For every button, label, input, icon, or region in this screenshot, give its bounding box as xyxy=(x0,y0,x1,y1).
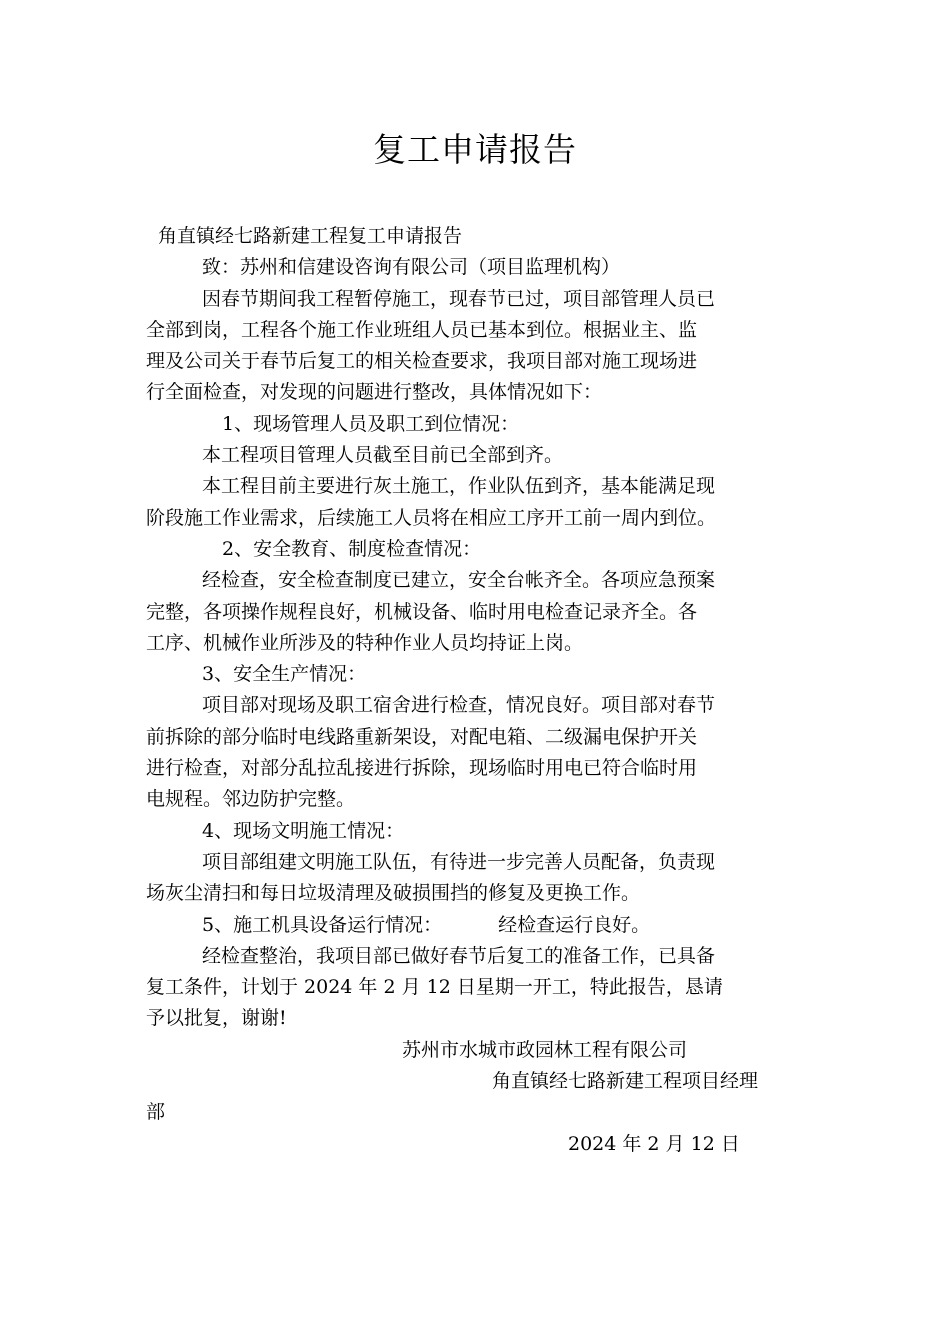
signature-date: 2024 年 2 月 12 日 xyxy=(568,1132,740,1155)
section1-paragraph: 本工程项目管理人员截至目前已全部到齐。 xyxy=(202,444,564,467)
signature-department-continued: 部 xyxy=(146,1101,166,1124)
section2-heading: 2、安全教育、制度检查情况： xyxy=(222,537,482,560)
intro-line: 行全面检查，对发现的问题进行整改，具体情况如下： xyxy=(146,381,603,404)
document-body xyxy=(146,221,806,1160)
section1-paragraph-line: 本工程目前主要进行灰土施工，作业队伍到齐，基本能满足现 xyxy=(202,475,716,498)
report-subtitle: 角直镇经七路新建工程复工申请报告 xyxy=(158,225,463,247)
signature-department: 角直镇经七路新建工程项目经理 xyxy=(492,1070,759,1093)
section2-paragraph-line: 经检查，安全检查制度已建立，安全台帐齐全。各项应急预案 xyxy=(202,569,716,592)
section3-paragraph-line: 项目部对现场及职工宿舍进行检查，情况良好。项目部对春节 xyxy=(202,694,716,717)
section4-heading: 4、现场文明施工情况： xyxy=(202,819,405,842)
section2-paragraph-line: 完整，各项操作规程良好，机械设备、临时用电检查记录齐全。各 xyxy=(146,600,698,623)
addressee: 致：苏州和信建设咨询有限公司（项目监理机构） xyxy=(202,256,621,279)
section4-paragraph-line: 项目部组建文明施工队伍，有待进一步完善人员配备，负责现 xyxy=(202,850,716,873)
closing-line: 经检查整治，我项目部已做好春节后复工的准备工作，已具备 xyxy=(202,944,716,967)
section5-line xyxy=(146,910,806,941)
section4-paragraph-line: 场灰尘清扫和每日垃圾清理及破损围挡的修复及更换工作。 xyxy=(146,882,641,905)
intro-line: 理及公司关于春节后复工的相关检查要求，我项目部对施工现场进 xyxy=(146,350,698,373)
document-title: 复工申请报告 xyxy=(373,130,577,169)
section3-paragraph-line: 进行检查，对部分乱拉乱接进行拆除，现场临时用电已符合临时用 xyxy=(146,757,698,780)
section3-paragraph-line: 电规程。邻边防护完整。 xyxy=(146,788,356,811)
section5-result: 经检查运行良好。 xyxy=(498,913,651,936)
closing-line: 予以批复，谢谢! xyxy=(146,1007,287,1030)
section1-paragraph-line: 阶段施工作业需求，后续施工人员将在相应工序开工前一周内到位。 xyxy=(146,506,717,529)
intro-line: 因春节期间我工程暂停施工，现春节已过，项目部管理人员已 xyxy=(202,287,716,310)
section5-heading: 5、施工机具设备运行情况： xyxy=(202,913,443,936)
section3-paragraph-line: 前拆除的部分临时电线路重新架设，对配电箱、二级漏电保护开关 xyxy=(146,725,698,748)
section3-heading: 3、安全生产情况： xyxy=(202,663,367,686)
closing-line: 复工条件，计划于 2024 年 2 月 12 日星期一开工，特此报告，恳请 xyxy=(146,976,723,999)
signature-company: 苏州市水城市政园林工程有限公司 xyxy=(402,1038,688,1061)
section1-heading: 1、现场管理人员及职工到位情况： xyxy=(222,412,520,435)
section2-paragraph-line: 工序、机械作业所涉及的特种作业人员均持证上岗。 xyxy=(146,631,584,654)
intro-line: 全部到岗，工程各个施工作业班组人员已基本到位。根据业主、监 xyxy=(146,318,698,341)
